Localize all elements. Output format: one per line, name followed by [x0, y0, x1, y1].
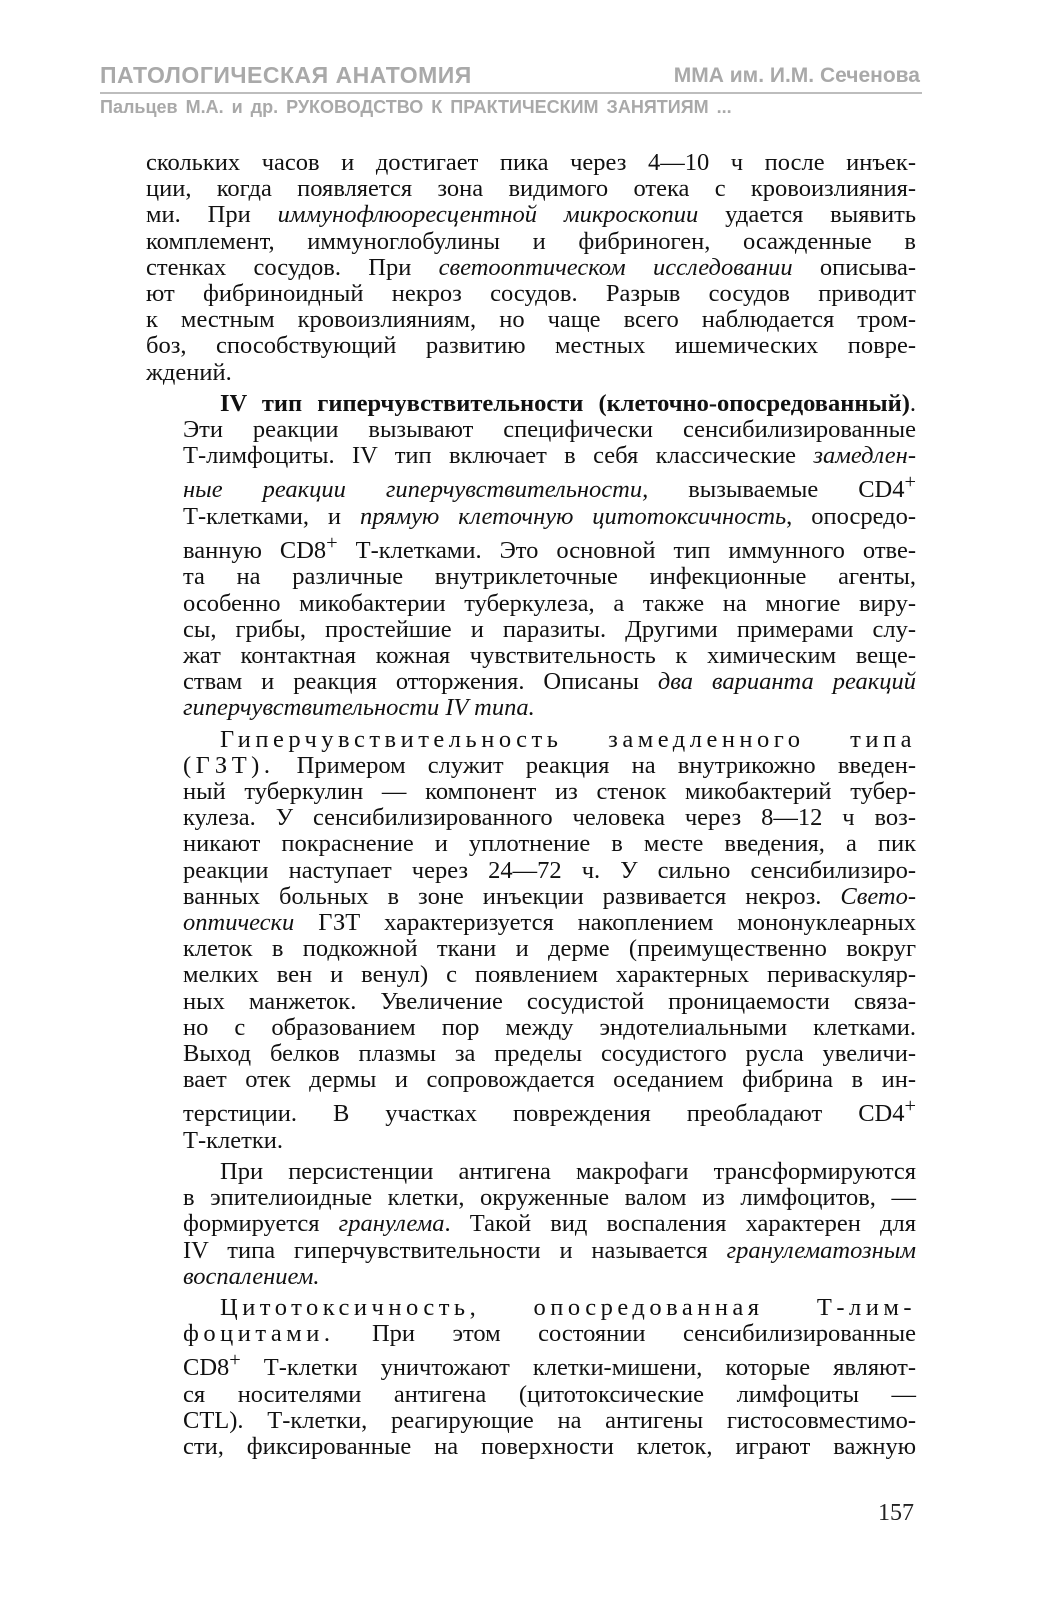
text-line: клеток в подкожной ткани и дерме (преимущественно вокруг	[183, 935, 916, 963]
text-run: IV типа гиперчувствительности и называется	[183, 1236, 727, 1264]
running-header	[100, 62, 922, 94]
text-line: к местным кровоизлияниям, но чаще всего наблюдается тром-	[146, 306, 916, 334]
paragraph-1	[146, 150, 916, 386]
header-subtitle: Пальцев М.А. и др. РУКОВОДСТВО К ПРАКТИЧЕСКИМ ЗАНЯТИЯМ ...	[100, 97, 732, 117]
text-line: ный туберкулин — компонент из стенок микобактерий тубер-	[183, 777, 916, 805]
text-run: , опосредо-	[786, 502, 917, 530]
text-line	[146, 391, 916, 417]
text-line: боз, способствующий развитию местных ишемических повре-	[146, 332, 916, 360]
text-line: Цитотоксичность, опосредованная Т-лим-	[220, 1294, 916, 1321]
text-run: описыва-	[792, 253, 916, 281]
emphasis: иммунофлюоресцентной микроскопии	[277, 201, 699, 229]
emphasis: гиперчувствительности IV типа.	[183, 694, 535, 722]
emphasis: гранулематозным	[726, 1236, 916, 1264]
text-line	[146, 469, 916, 503]
text-run: ми. При	[146, 201, 278, 229]
text-line	[146, 669, 916, 695]
text-line	[146, 1238, 916, 1264]
text-line: При персистенции антигена макрофаги трансформируются	[220, 1157, 916, 1185]
text-line: ся носителями антигена (цитотоксические лимфоциты —	[183, 1380, 916, 1408]
text-line: Гиперчувствительность замедленного типа	[220, 725, 916, 753]
text-line: скольких часов и достигает пика через 4—10 ч после инъек-	[146, 149, 916, 176]
text-line	[146, 695, 916, 721]
superscript: +	[904, 1095, 916, 1118]
page-number: 157	[878, 1500, 914, 1526]
text-line: Выход белков плазмы за пределы сосудистого русла увеличи-	[183, 1040, 916, 1068]
text-run: . Такой вид воспаления характерен для	[444, 1210, 917, 1238]
emphasis: прямую клеточную цитотоксичность	[359, 502, 787, 530]
emphasis: два варианта реакций	[657, 668, 916, 696]
text-line	[146, 504, 916, 530]
text-run: ГЗТ характеризуется накоплением мононуклеарных	[294, 909, 916, 936]
paragraph-2	[146, 391, 916, 722]
emphasis: замедлен-	[813, 442, 916, 470]
text-run: ванных больных в зоне инъекции развивается некроз.	[183, 882, 841, 910]
text-line: жат контактная кожная чувствительность к химическим веще-	[183, 641, 916, 669]
text-line: ных манжеток. Увеличение сосудистой проницаемости связа-	[183, 987, 916, 1015]
text-line	[146, 202, 916, 228]
text-line	[146, 530, 916, 564]
text-run: .	[909, 389, 916, 417]
spaced-term: фоцитами.	[183, 1320, 335, 1348]
text-run: стенках сосудов. При	[146, 253, 439, 281]
emphasis: воспалением.	[183, 1262, 320, 1290]
emphasis: ные реакции гиперчувствительности,	[183, 476, 649, 504]
text-line	[146, 255, 916, 281]
emphasis: светооптическом исследовании	[438, 253, 793, 281]
text-line: никают покраснение и уплотнение в месте введения, а пик	[183, 830, 916, 858]
text-line: Эти реакции вызывают специфически сенсибилизированные	[183, 416, 916, 444]
body-text	[146, 150, 916, 1460]
text-line: комплемент, иммуноглобулины и фибриноген, осажденные в	[146, 227, 916, 255]
paragraph-5	[146, 1295, 916, 1460]
text-line	[146, 884, 916, 910]
text-line	[146, 1264, 916, 1290]
text-line	[146, 1321, 916, 1347]
text-run: удается выявить	[698, 201, 916, 229]
text-run: Т-лимфоциты. IV тип включает в себя классические	[183, 442, 814, 470]
text-run: При этом состоянии сенсибилизированные	[334, 1320, 916, 1348]
text-run: ствам и реакция отторжения. Описаны	[183, 668, 658, 696]
text-line	[146, 1211, 916, 1237]
text-line: особенно микобактерии туберкулеза, а также на многие виру-	[183, 589, 916, 617]
text-line: Т-клетки.	[183, 1126, 283, 1154]
text-run: Т-клетками, и	[183, 502, 360, 530]
emphasis: оптически	[183, 909, 295, 936]
text-run: формируется	[183, 1210, 339, 1238]
text-line: ют фибриноидный некроз сосудов. Разрыв сосудов приводит	[146, 280, 916, 308]
text-run: Т-клетками. Это основной тип иммунного отве-	[337, 537, 916, 565]
text-line	[146, 753, 916, 779]
emphasis: гранулема	[338, 1210, 445, 1238]
text-line: кулеза. У сенсибилизированного человека через 8—12 ч воз-	[183, 804, 916, 832]
text-line	[146, 1347, 916, 1381]
text-run: Т-клетки уничтожают клетки-мишени, которые являют-	[240, 1354, 916, 1382]
superscript: +	[904, 471, 916, 494]
text-line	[146, 443, 916, 469]
emphasis: Свето-	[840, 882, 916, 910]
text-run: вызываемые CD4	[648, 476, 905, 504]
paragraph-3	[146, 727, 916, 1154]
text-line: реакции наступает через 24—72 ч. У сильно сенсибилизиро-	[183, 856, 916, 884]
text-line	[146, 1093, 916, 1127]
header-institution: ММА им. И.М. Сеченова	[673, 64, 920, 87]
text-run: терстиции. В участках повреждения преобладают CD4	[183, 1100, 905, 1128]
text-line: но с образованием пор между эндотелиальными клетками.	[183, 1013, 916, 1041]
text-run: CD8	[183, 1354, 230, 1382]
text-line: вает отек дермы и сопровождается оседанием фибрина в ин-	[183, 1066, 916, 1094]
paragraph-4	[146, 1159, 916, 1290]
text-line: сы, грибы, простейшие и паразиты. Другими примерами слу-	[183, 615, 916, 643]
superscript: +	[326, 532, 338, 554]
text-line: ждений.	[146, 358, 232, 386]
superscript: +	[229, 1349, 241, 1372]
text-line: та на различные внутриклеточные инфекционные агенты,	[183, 563, 916, 591]
spaced-term: (ГЗТ).	[183, 751, 275, 779]
text-line: CTL). Т-клетки, реагирующие на антигены гистосовместимо-	[183, 1406, 916, 1434]
text-line: ции, когда появляется зона видимого отека с кровоизлияния-	[146, 175, 916, 203]
text-line: в эпителиоидные клетки, окруженные валом из лимфоцитов, —	[183, 1184, 916, 1212]
text-line	[146, 910, 916, 936]
text-line: мелких вен и венул) с появлением характерных периваскуляр-	[183, 961, 916, 989]
text-run: Примером служит реакция на внутрикожно введен-	[274, 751, 916, 779]
text-line: сти, фиксированные на поверхности клеток, играют важную	[183, 1433, 916, 1461]
text-run: ванную CD8	[183, 537, 327, 565]
header-title: ПАТОЛОГИЧЕСКАЯ АНАТОМИЯ	[100, 62, 472, 88]
section-heading: IV тип гиперчувствительности (клеточно-опосредованный)	[220, 389, 910, 417]
